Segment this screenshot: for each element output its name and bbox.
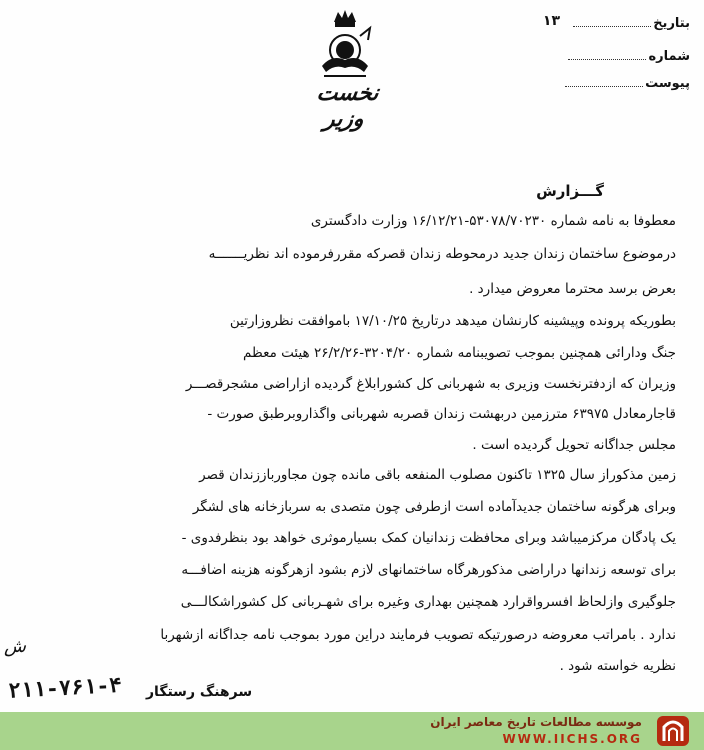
ministry-title: نخست وزیر bbox=[315, 80, 381, 132]
institute-website-link[interactable]: WWW.IICHS.ORG bbox=[502, 732, 642, 746]
attachment-field bbox=[565, 74, 690, 91]
date-value: ۱۳ bbox=[542, 13, 560, 29]
report-title: گـــزارش bbox=[536, 182, 604, 200]
footer-bar bbox=[0, 712, 704, 750]
body-line: وبرای هرگونه ساختمان جدیدآماده است ازطرفی چون متصدی به سربازخانه های لشگر bbox=[192, 499, 676, 515]
body-line: برای توسعه زندانها دراراضی مذکورهرگاه ساختمانهای لازم بشود ازهرگونه هزینه اضافـــه bbox=[181, 562, 676, 578]
date-dots bbox=[573, 14, 651, 27]
body-line: زمین مذکوراز سال ۱۳۲۵ تاکنون مصلوب المنفعه باقی مانده چون مجاورباززندان قصر bbox=[199, 467, 676, 483]
number-dots bbox=[568, 47, 646, 60]
body-line: جلوگیری وازلحاظ افسرواقرارد همچنین بهداری وغیره برای شهـربانی کل کشوراشکالـــی bbox=[180, 594, 676, 610]
body-line: بعرض برسد محترما معروض میدارد . bbox=[469, 281, 676, 297]
body-line: درموضوع ساختمان زندان جدید درمحوطه زندان قصرکه مقررفرموده اند نظریـــــــه bbox=[208, 246, 676, 262]
body-line: وزیران که ازدفترنخست وزیری به شهربانی کل کشورابلاغ گردیده ازاراضی مشجرقصـــر bbox=[185, 376, 676, 392]
date-label: بتاریخ bbox=[653, 16, 690, 31]
body-line: نظریه خواسته شود . bbox=[559, 658, 676, 674]
body-line: یک پادگان مرکزمیباشد وبرای محافظت زندانیان کمک بسیارموثری خواهد بود بنظرفدوی - bbox=[181, 530, 676, 546]
body-line: قاجارمعادل ۶۳۹۷۵ مترزمین دربهشت زندان قصربه شهربانی واگذاروبرطبق صورت - bbox=[207, 406, 676, 422]
institute-logo-icon bbox=[656, 715, 690, 747]
attachment-dots bbox=[565, 74, 643, 87]
body-line: معطوفا به نامه شماره ۵۳۰۷۸/۷۰۲۳۰-۱۶/۱۲/۲۱ وزارت دادگستری bbox=[310, 213, 676, 229]
number-field bbox=[568, 47, 690, 64]
body-line: مجلس جداگانه تحویل گردیده است . bbox=[472, 437, 676, 453]
handwritten-mark: ش bbox=[4, 636, 26, 657]
signer-name: سرهنگ رستگار bbox=[146, 684, 253, 700]
lion-and-sun-emblem-icon bbox=[310, 6, 380, 82]
handwritten-number: ۲۱۱-۷۶۱-۴ bbox=[7, 673, 123, 703]
number-label: شماره bbox=[648, 49, 690, 64]
institute-name: موسسه مطالعات تاریخ معاصر ایران bbox=[430, 715, 642, 729]
attachment-label: پیوست bbox=[645, 76, 690, 91]
body-line: بطوریکه پرونده وپیشینه کارنشان میدهد درتاریخ ۱۷/۱۰/۲۵ باموافقت نظروزارتین bbox=[229, 313, 676, 329]
date-field bbox=[542, 13, 690, 31]
body-line: ندارد . بامراتب معروضه درصورتیکه تصویب فرمایند دراین مورد بموجب نامه جداگانه ازشهربا bbox=[160, 627, 676, 643]
body-line: جنگ ودارائی همچنین بموجب تصویبنامه شماره ۳۲۰۴/۲۰-۲۶/۲/۲۶ هیئت معظم bbox=[243, 345, 676, 361]
